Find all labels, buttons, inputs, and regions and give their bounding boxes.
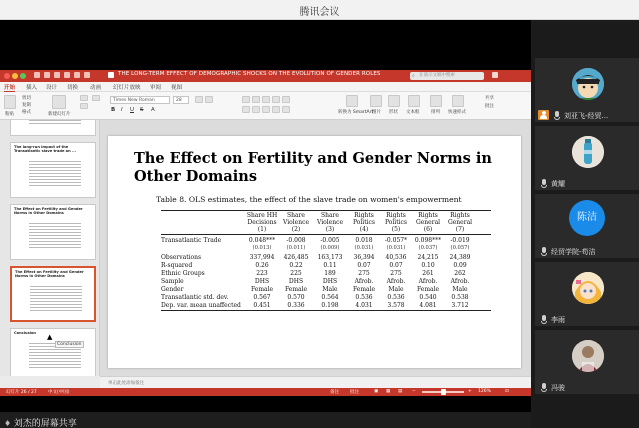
- format-painter-button[interactable]: 格式: [22, 110, 31, 115]
- column-header: Decisions: [247, 219, 277, 226]
- font-size-select[interactable]: 28: [173, 96, 189, 104]
- save-icon[interactable]: [44, 72, 50, 78]
- participant-tile[interactable]: [535, 262, 639, 326]
- print-icon[interactable]: [74, 72, 80, 78]
- participant-tile[interactable]: [535, 58, 639, 122]
- thumbnail-content: [30, 284, 82, 312]
- font-name-select[interactable]: Times New Roman: [110, 96, 170, 104]
- slide-thumbnail[interactable]: [10, 120, 96, 136]
- font-color-icon[interactable]: A: [151, 107, 155, 113]
- column-header: Share: [321, 212, 339, 219]
- thumbnail-title: Conclusion: [14, 331, 36, 335]
- participant-tile[interactable]: [535, 194, 639, 258]
- minimize-window-icon[interactable]: [12, 73, 18, 79]
- increase-indent-icon[interactable]: [272, 96, 280, 103]
- table-cell: 189: [324, 270, 336, 277]
- row-label: Sample: [161, 278, 184, 285]
- table-cell: (0.011): [286, 245, 306, 251]
- column-number: (7): [455, 226, 465, 233]
- smartart-icon[interactable]: [346, 95, 358, 107]
- row-label: Transatlantic std. dev.: [161, 294, 229, 301]
- table-cell: 0.570: [287, 294, 305, 301]
- table-cell: 337,994: [249, 254, 275, 261]
- participant-name: 李雨: [551, 316, 565, 324]
- bottle-avatar: [572, 136, 604, 168]
- slide-canvas: [100, 120, 531, 376]
- screen-share-caption: [4, 416, 77, 428]
- table-cell: (0.057): [450, 245, 470, 251]
- participant-name: 黄耀: [551, 180, 565, 188]
- zoom-slider-handle[interactable]: [441, 389, 446, 395]
- column-header: Rights: [354, 212, 374, 219]
- participant-tile[interactable]: [535, 126, 639, 190]
- arrange-button[interactable]: 排列: [431, 110, 440, 115]
- table-cell: Afrob.: [418, 278, 438, 285]
- undo-icon[interactable]: [54, 72, 60, 78]
- zoom-out-icon[interactable]: −: [412, 389, 416, 394]
- tab-home[interactable]: 开始: [4, 85, 16, 91]
- picture-icon[interactable]: [370, 95, 382, 107]
- thumbnail-content: [29, 120, 81, 125]
- table-cell: 0.26: [255, 262, 269, 269]
- self-user-icon: [538, 110, 549, 120]
- tab-animations[interactable]: 动画: [90, 85, 102, 91]
- table-cell: 0.536: [387, 294, 405, 301]
- table-cell: 3.578: [387, 302, 405, 309]
- table-cell: 275: [390, 270, 402, 277]
- participant-name: 经贸学院-苟洁: [551, 248, 596, 256]
- tab-view[interactable]: 视图: [171, 85, 183, 91]
- new-slide-icon[interactable]: [52, 95, 66, 109]
- row-label: R-squared: [161, 262, 193, 269]
- column-header: Share: [287, 212, 305, 219]
- thumbnail-content: [29, 159, 81, 187]
- ppt-search-box[interactable]: [410, 72, 484, 80]
- customize-toolbar-icon[interactable]: [84, 72, 90, 78]
- table-cell: 0.10: [421, 262, 435, 269]
- column-header: Politics: [384, 219, 407, 226]
- table-rule: [161, 234, 491, 235]
- new-slide-button[interactable]: 新建幻灯片: [48, 112, 71, 117]
- meeting-titlebar: [0, 0, 639, 20]
- table-cell: 0.018: [355, 237, 373, 244]
- notes-toggle-button[interactable]: 备注: [330, 390, 339, 395]
- column-number: (2): [291, 226, 301, 233]
- align-left-icon[interactable]: [242, 106, 250, 113]
- column-number: (5): [391, 226, 401, 233]
- participant-name-row: [535, 245, 639, 258]
- fit-slide-icon[interactable]: ⊡: [505, 389, 509, 394]
- column-header: Rights: [386, 212, 406, 219]
- table-cell: 0.538: [451, 294, 469, 301]
- table-cell: (0.013): [252, 245, 272, 251]
- tab-review[interactable]: 审阅: [150, 85, 162, 91]
- table-cell: 261: [422, 270, 434, 277]
- table-cell: 262: [454, 270, 466, 277]
- current-slide[interactable]: [108, 136, 521, 368]
- table-cell: 0.567: [253, 294, 271, 301]
- column-header: General: [415, 219, 441, 226]
- table-cell: Afrob.: [450, 278, 470, 285]
- column-number: (1): [257, 226, 267, 233]
- table-cell: 4.031: [355, 302, 373, 309]
- paste-icon[interactable]: [4, 95, 16, 109]
- participant-name: 冯骏: [551, 384, 565, 392]
- decrease-indent-icon[interactable]: [262, 96, 270, 103]
- maximize-window-icon[interactable]: [20, 73, 26, 79]
- bold-icon[interactable]: B: [111, 107, 116, 113]
- comments-button[interactable]: 批注: [485, 104, 494, 109]
- slide-thumbnail[interactable]: [10, 142, 96, 198]
- table-cell: -0.008: [286, 237, 306, 244]
- cursor-tooltip: Conclusion: [57, 342, 82, 347]
- mic-icon[interactable]: [540, 315, 548, 324]
- participant-name-row: [535, 109, 639, 122]
- bullets-icon[interactable]: [242, 96, 250, 103]
- table-caption: Table 8. OLS estimates, the effect of the slave trade on women's empowerment: [156, 195, 462, 204]
- home-icon[interactable]: [34, 72, 40, 78]
- table-cell: Male: [452, 286, 468, 293]
- powerpoint-window: [0, 70, 531, 388]
- ppt-titlebar: [0, 70, 531, 82]
- table-cell: (0.031): [386, 245, 406, 251]
- italic-icon[interactable]: I: [121, 107, 123, 113]
- thumbnail-title: The Effect on Fertility and Gender Norms in Other Domains: [15, 270, 84, 279]
- mic-icon[interactable]: [540, 383, 548, 392]
- row-label: Observations: [161, 254, 202, 261]
- ppt-file-icon: [108, 72, 114, 78]
- table-cell: 0.540: [419, 294, 437, 301]
- row-label: Dep. var. mean unaffected: [161, 302, 241, 309]
- table-cell: 0.098***: [414, 237, 442, 244]
- zoom-level-text[interactable]: 126%: [478, 389, 491, 394]
- redo-icon[interactable]: [64, 72, 70, 78]
- ppt-ribbon-tabs: [0, 82, 531, 92]
- mouse-cursor-icon: ▲: [47, 333, 53, 341]
- table-cell: 0.564: [321, 294, 339, 301]
- quick-styles-button[interactable]: 快速样式: [448, 110, 466, 115]
- ppt-statusbar: [0, 388, 531, 396]
- table-cell: (0.031): [354, 245, 374, 251]
- ppt-ribbon: [0, 92, 531, 120]
- text-avatar: 陈洁: [569, 200, 605, 236]
- table-cell: DHS: [288, 278, 304, 285]
- reset-icon[interactable]: [80, 103, 88, 109]
- slide-thumbnails-pane: [0, 120, 100, 376]
- line-spacing-icon[interactable]: [282, 96, 290, 103]
- close-window-icon[interactable]: [4, 73, 10, 79]
- table-cell: 0.07: [389, 262, 403, 269]
- table-cell: 36,394: [353, 254, 375, 261]
- textbox-button[interactable]: 文本框: [406, 110, 420, 115]
- tab-design[interactable]: 设计: [46, 85, 58, 91]
- table-cell: 0.048***: [248, 237, 276, 244]
- table-cell: 0.09: [453, 262, 467, 269]
- search-icon: ⌕: [412, 73, 415, 79]
- table-cell: 163,173: [317, 254, 343, 261]
- table-cell: 0.11: [323, 262, 337, 269]
- table-cell: (0.009): [320, 245, 340, 251]
- notes-pane[interactable]: [100, 376, 531, 388]
- sorter-view-icon[interactable]: ▦: [386, 389, 391, 394]
- cut-button[interactable]: 剪切: [22, 96, 31, 101]
- quick-styles-icon[interactable]: [452, 95, 464, 107]
- column-number: (6): [423, 226, 433, 233]
- mic-icon[interactable]: [540, 247, 548, 256]
- thumbnail-title: The Effect on Fertility and Gender Norms in Other Domains: [14, 207, 83, 216]
- row-label: Ethnic Groups: [161, 270, 205, 277]
- picture-button[interactable]: 图片: [372, 110, 381, 115]
- photo-avatar: [572, 340, 604, 372]
- table-cell: Female: [250, 286, 274, 293]
- table-cell: Afrob.: [354, 278, 374, 285]
- zoom-in-icon[interactable]: +: [468, 389, 472, 394]
- participant-tile[interactable]: [535, 330, 639, 394]
- table-cell: 24,389: [449, 254, 471, 261]
- table-cell: 0.536: [355, 294, 373, 301]
- table-cell: 24,215: [417, 254, 439, 261]
- ppt-document-title: THE LONG-TERM EFFECT OF DEMOGRAPHIC SHOCKS ON THE EVOLUTION OF GENDER ROLES: [118, 71, 381, 77]
- table-cell: 225: [290, 270, 302, 277]
- table-cell: Female: [284, 286, 308, 293]
- table-cell: -0.019: [450, 237, 470, 244]
- table-cell: (0.037): [418, 245, 438, 251]
- align-right-icon[interactable]: [262, 106, 270, 113]
- tab-slide-show[interactable]: 幻灯片放映: [113, 85, 141, 91]
- arrange-icon[interactable]: [430, 95, 442, 107]
- columns-icon[interactable]: [282, 106, 290, 113]
- table-cell: Male: [322, 286, 338, 293]
- column-header: Rights: [450, 212, 470, 219]
- slide-thumbnail[interactable]: [10, 204, 96, 260]
- table-cell: Afrob.: [386, 278, 406, 285]
- section-icon[interactable]: [92, 95, 100, 101]
- share-caption-text: 刘杰的屏幕共享: [13, 419, 77, 428]
- table-cell: 0.07: [357, 262, 371, 269]
- column-header: Rights: [418, 212, 438, 219]
- slide-position-text: 幻灯片 26 / 27: [6, 390, 37, 395]
- row-label: Gender: [161, 286, 184, 293]
- column-header: Politics: [352, 219, 375, 226]
- numbering-icon[interactable]: [252, 96, 260, 103]
- comments-toggle-button[interactable]: 批注: [350, 390, 359, 395]
- underline-icon[interactable]: U: [130, 107, 135, 113]
- table-cell: 426,485: [283, 254, 309, 261]
- column-number: (3): [325, 226, 335, 233]
- textbox-icon[interactable]: [408, 95, 420, 107]
- convert-smartart-button[interactable]: 转换为 SmartArt: [338, 110, 374, 115]
- cartoon-avatar: [572, 68, 604, 100]
- table-cell: Female: [352, 286, 376, 293]
- table-cell: Female: [416, 286, 440, 293]
- align-center-icon[interactable]: [252, 106, 260, 113]
- table-cell: 0.451: [253, 302, 271, 309]
- table-cell: 4.081: [419, 302, 437, 309]
- slide-title[interactable]: The Effect on Fertility and Gender Norms in Other Domains: [134, 150, 492, 185]
- table-cell: 0.198: [321, 302, 339, 309]
- user-account-icon[interactable]: [492, 72, 498, 78]
- mic-icon[interactable]: [553, 111, 561, 120]
- copy-button[interactable]: 复制: [22, 103, 31, 108]
- column-header: Share HH: [246, 212, 278, 219]
- table-cell: -0.057*: [384, 237, 408, 244]
- tab-insert[interactable]: 插入: [26, 85, 38, 91]
- thumbnail-title: The long-run impact of the Transatlantic slave trade on ...: [14, 145, 77, 154]
- table-cell: 0.22: [289, 262, 303, 269]
- table-cell: 275: [358, 270, 370, 277]
- column-header: General: [447, 219, 473, 226]
- ppt-search-placeholder: 在演示文稿中搜索: [419, 73, 455, 78]
- table-rule: [161, 310, 491, 311]
- increase-font-icon[interactable]: [195, 96, 203, 103]
- participant-name-row: [535, 313, 639, 326]
- column-header: Violence: [316, 219, 343, 226]
- language-text[interactable]: 中文(中国): [48, 390, 70, 395]
- table-cell: Male: [388, 286, 404, 293]
- layout-icon[interactable]: [80, 95, 88, 101]
- shape-button[interactable]: 形状: [389, 110, 398, 115]
- mic-icon[interactable]: [540, 179, 548, 188]
- row-label: Transatlantic Trade: [161, 237, 222, 244]
- normal-view-icon[interactable]: ▣: [374, 389, 379, 394]
- anime-avatar: [572, 272, 604, 304]
- table-rule: [161, 210, 491, 211]
- table-cell: 3.712: [451, 302, 469, 309]
- notes-placeholder: 单击此处添加备注: [108, 381, 144, 386]
- participants-strip: [531, 20, 639, 428]
- justify-icon[interactable]: [272, 106, 280, 113]
- table-cell: DHS: [322, 278, 338, 285]
- strikethrough-icon[interactable]: S: [140, 107, 144, 113]
- table-cell: 40,536: [385, 254, 407, 261]
- column-number: (4): [359, 226, 369, 233]
- slide-thumbnail[interactable]: [10, 328, 96, 376]
- participant-name-row: [535, 177, 639, 190]
- meeting-window-title: 腾讯会议: [299, 7, 340, 18]
- tab-transitions[interactable]: 切换: [67, 85, 79, 91]
- table-cell: -0.005: [320, 237, 340, 244]
- participant-name-row: [535, 381, 639, 394]
- slide-thumbnail-selected[interactable]: [10, 266, 96, 322]
- reading-view-icon[interactable]: ▤: [398, 389, 403, 394]
- share-button[interactable]: 共享: [485, 96, 494, 101]
- thumbnail-content: [29, 221, 81, 249]
- table-cell: 223: [256, 270, 268, 277]
- shape-icon[interactable]: [388, 95, 400, 107]
- decrease-font-icon[interactable]: [205, 96, 213, 103]
- paste-button[interactable]: 粘贴: [5, 112, 14, 117]
- table-cell: 0.336: [287, 302, 305, 309]
- table-cell: DHS: [254, 278, 270, 285]
- share-indicator-icon: ♦: [4, 419, 14, 428]
- column-header: Violence: [282, 219, 309, 226]
- participant-name: 刘亚飞-经贸...: [564, 112, 609, 120]
